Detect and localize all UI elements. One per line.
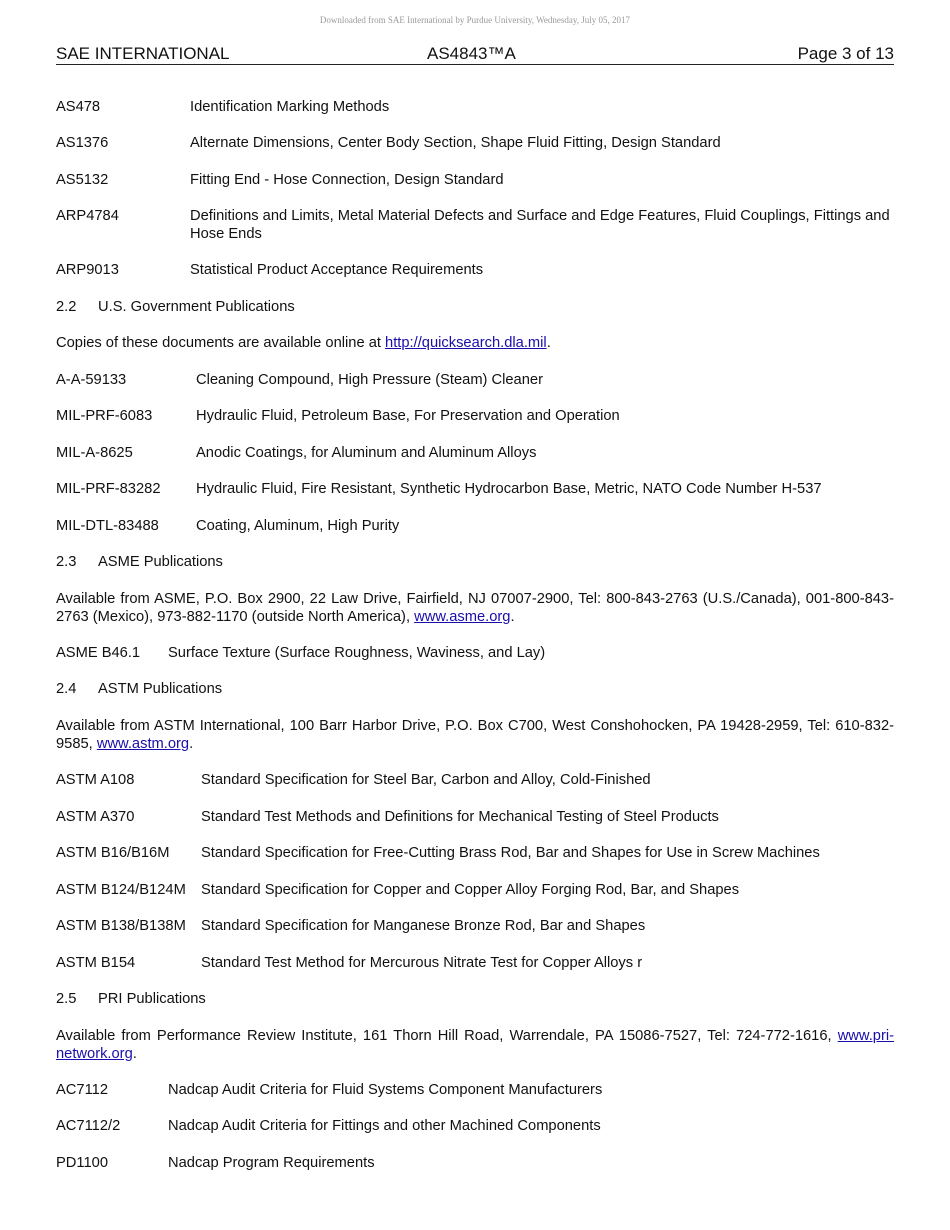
availability-paragraph [56,1027,894,1063]
availability-suffix: . [132,1046,137,1062]
reference-title: Alternate Dimensions, Center Body Section, Shape Fluid Fitting, Design Standard [190,135,721,151]
reference-code: AS1376 [56,135,109,151]
reference-code: ARP4784 [56,208,119,224]
availability-suffix: . [510,609,515,625]
reference-code: MIL-PRF-6083 [56,408,153,424]
header-org: SAE INTERNATIONAL [56,44,230,63]
header-page-number: Page 3 of 13 [797,44,894,63]
reference-title: Nadcap Program Requirements [168,1155,375,1171]
section-number: 2.2 [56,299,77,315]
reference-title: Standard Test Method for Mercurous Nitrate Test for Copper Alloys r [201,955,643,971]
astm-link[interactable]: www.astm.org [96,736,190,752]
availability-text: Available from Performance Review Institute, 161 Thorn Hill Road, Warrendale, PA 15086-7527, Tel: 724-772-1616, [56,1028,838,1044]
section-title: ASTM Publications [98,681,223,697]
reference-code: ASTM B124/B124M [56,882,186,898]
reference-code: ASTM B154 [56,955,136,971]
availability-paragraph [56,590,894,626]
reference-title: Definitions and Limits, Metal Material Defects and Surface and Edge Features, Fluid Couplings, Fittings and Hose Ends [190,208,890,242]
reference-title: Standard Specification for Free-Cutting Brass Rod, Bar and Shapes for Use in Screw Machines [201,845,820,861]
reference-code: MIL-A-8625 [56,445,133,461]
availability-suffix: . [189,736,194,752]
reference-title: Standard Specification for Copper and Copper Alloy Forging Rod, Bar, and Shapes [201,882,740,898]
reference-code: A-A-59133 [56,372,127,388]
pri-link[interactable]: www.pri-network.org [56,1028,894,1062]
reference-title: Surface Texture (Surface Roughness, Waviness, and Lay) [168,645,546,661]
reference-code: AC7112 [56,1082,108,1098]
reference-title: Standard Specification for Manganese Bronze Rod, Bar and Shapes [201,918,646,934]
reference-title: Hydraulic Fluid, Petroleum Base, For Preservation and Operation [196,408,620,424]
section-number: 2.3 [56,554,77,570]
reference-title: Coating, Aluminum, High Purity [196,518,400,534]
reference-code: ASTM A370 [56,809,135,825]
availability-suffix: . [546,335,551,351]
reference-code: PD1100 [56,1155,108,1171]
header-doc-number: AS4843™A [427,44,516,63]
reference-code: AS478 [56,99,101,115]
reference-code: ASME B46.1 [56,645,141,661]
reference-code: ASTM A108 [56,772,135,788]
reference-title: Cleaning Compound, High Pressure (Steam) Cleaner [196,372,543,388]
availability-text: Available from ASME, P.O. Box 2900, 22 Law Drive, Fairfield, NJ 07007-2900, Tel: 800-843-2763 (U.S./Canada), 001-800-843-2763 (Mexico), 973-882-1170 (outside North America), [56,591,894,625]
reference-code: MIL-PRF-83282 [56,481,161,497]
section-title: PRI Publications [98,991,206,1007]
reference-title: Anodic Coatings, for Aluminum and Aluminum Alloys [196,445,537,461]
reference-code: ARP9013 [56,262,119,278]
dla-link[interactable]: http://quicksearch.dla.mil [385,335,547,351]
section-title: U.S. Government Publications [98,299,295,315]
reference-code: AS5132 [56,172,109,188]
reference-title: Hydraulic Fluid, Fire Resistant, Synthetic Hydrocarbon Base, Metric, NATO Code Number H-537 [196,481,822,497]
reference-title: Nadcap Audit Criteria for Fluid Systems Component Manufacturers [168,1082,603,1098]
reference-title: Identification Marking Methods [190,99,390,115]
download-watermark: Downloaded from SAE International by Purdue University, Wednesday, July 05, 2017 [319,15,631,25]
page-header [56,44,894,65]
reference-code: ASTM B16/B16M [56,845,170,861]
reference-title: Fitting End - Hose Connection, Design Standard [190,172,504,188]
reference-title: Statistical Product Acceptance Requirements [190,262,484,278]
reference-title: Standard Test Methods and Definitions for Mechanical Testing of Steel Products [201,809,719,825]
section-title: ASME Publications [98,554,223,570]
reference-title: Standard Specification for Steel Bar, Carbon and Alloy, Cold-Finished [201,772,651,788]
section-number: 2.4 [56,681,77,697]
asme-link[interactable]: www.asme.org [414,609,511,625]
reference-code: ASTM B138/B138M [56,918,186,934]
section-number: 2.5 [56,991,77,1007]
availability-text: Copies of these documents are available online at [56,335,386,351]
reference-title: Nadcap Audit Criteria for Fittings and other Machined Components [168,1118,601,1134]
reference-code: MIL-DTL-83488 [56,518,159,534]
reference-entry [56,207,894,243]
availability-text: Available from ASTM International, 100 Barr Harbor Drive, P.O. Box C700, West Conshohocken, PA 19428-2959, Tel: 610-832-9585, [56,718,894,752]
reference-code: AC7112/2 [56,1118,121,1134]
availability-paragraph [56,334,894,352]
availability-paragraph [56,717,894,753]
